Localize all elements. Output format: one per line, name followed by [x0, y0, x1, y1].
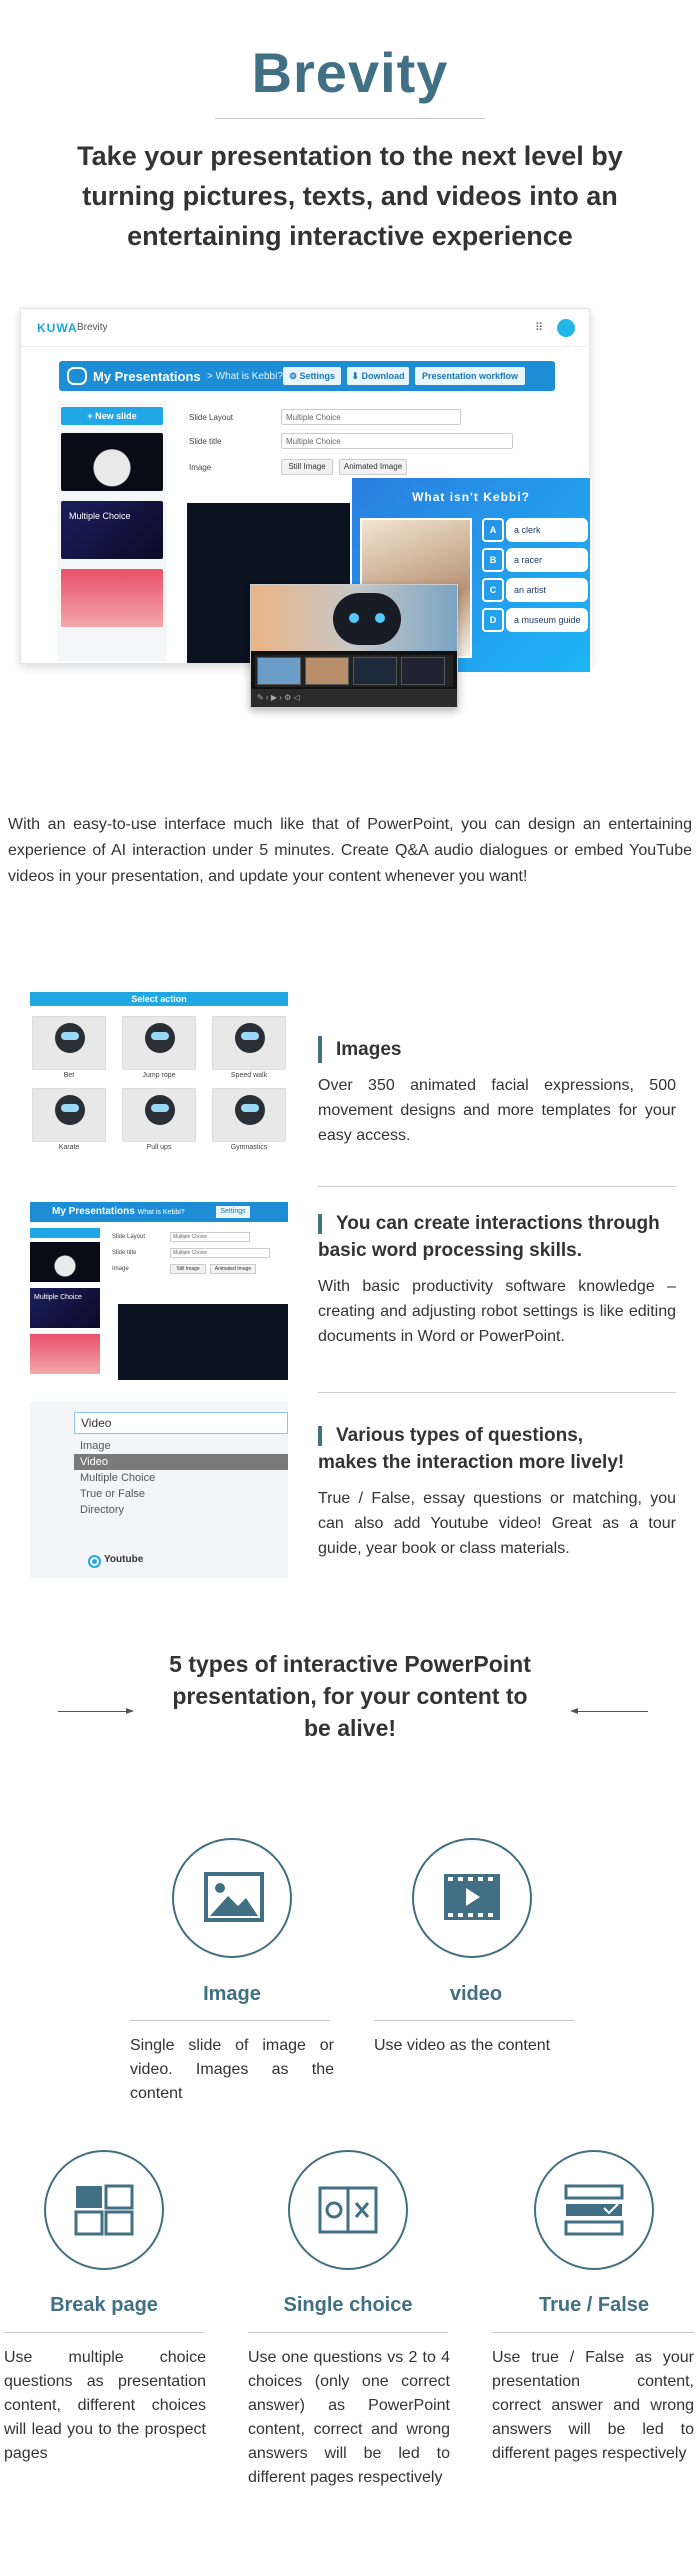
- new-slide-button[interactable]: + New slide: [61, 407, 163, 425]
- action-card[interactable]: [212, 1088, 286, 1142]
- feature-title: [318, 1210, 676, 1264]
- strip-thumb[interactable]: [305, 657, 349, 685]
- download-button[interactable]: ⬇ Download: [347, 367, 409, 385]
- action-caption: Jump rope: [142, 1072, 176, 1079]
- question-type-list: [74, 1438, 288, 1518]
- robot-eye: [349, 613, 359, 623]
- robot-logo-icon: [67, 367, 87, 385]
- types-title-line: presentation, for your content to: [172, 1683, 528, 1709]
- feature-title: Images: [318, 1036, 676, 1063]
- divider: [318, 1186, 676, 1187]
- slide-thumbnail[interactable]: [61, 501, 163, 559]
- feature-body: Over 350 animated facial expressions, 500 movement designs and more templates for your easy access.: [318, 1077, 676, 1144]
- question-type-screenshot: [30, 1402, 288, 1578]
- type-name: Image: [203, 1983, 261, 2005]
- player-controls[interactable]: ✎ ‹ ▶ › ⚙ ◁: [251, 689, 457, 707]
- title-decoration-arrow: [570, 1708, 578, 1714]
- true-false-icon: [536, 2152, 652, 2268]
- quiz-option[interactable]: a museum guide: [506, 608, 588, 632]
- true-false-type-circle: [534, 2150, 654, 2270]
- dropdown-option[interactable]: Multiple Choice: [80, 1472, 156, 1484]
- intro-paragraph: With an easy-to-use interface much like that of PowerPoint, you can design an entertaining experience of AI interaction under 5 minutes. Create Q&A audio dialogues or embed YouTube videos in your presentation, and update your content whenever you want!: [8, 816, 692, 885]
- slide-title-label: Slide title: [189, 437, 222, 446]
- quiz-option[interactable]: a clerk: [506, 518, 588, 542]
- dropdown-option[interactable]: True or False: [80, 1488, 146, 1500]
- type-description: Use one questions vs 2 to 4 choices (only one correct answer) as PowerPoint content, correct and wrong answers will be led to different pages respectively: [248, 2349, 450, 2486]
- feature-title: [318, 1422, 676, 1476]
- action-card[interactable]: [32, 1088, 106, 1142]
- slide-thumbnail[interactable]: [61, 569, 163, 627]
- brand-title: Brevity: [251, 41, 449, 104]
- feature-title-line: basic word processing skills.: [318, 1240, 582, 1261]
- strip-thumb[interactable]: [257, 657, 301, 685]
- title-divider: [215, 118, 485, 119]
- dropdown-option[interactable]: Image: [80, 1440, 111, 1452]
- animated-image-button[interactable]: Animated Image: [339, 459, 407, 475]
- option-letter: D: [482, 608, 504, 632]
- feature-body: With basic productivity software knowledge – creating and adjusting robot settings is like editing documents in Word or PowerPoint.: [318, 1278, 676, 1345]
- type-name: True / False: [538, 2294, 650, 2316]
- image-label: Image: [112, 1266, 129, 1272]
- animated-image-button[interactable]: Animated Image: [210, 1264, 256, 1274]
- type-description: Single slide of image or video. Images as the content: [130, 2037, 334, 2102]
- feature-images: [318, 1036, 676, 1148]
- action-card[interactable]: [32, 1016, 106, 1070]
- option-letter: C: [482, 578, 504, 602]
- video-player: [250, 584, 458, 708]
- action-caption: Bet: [63, 1072, 75, 1079]
- type-name: video: [449, 1983, 503, 2005]
- single-choice-type-circle: [288, 2150, 408, 2270]
- video-frame: [251, 585, 457, 651]
- new-slide-button[interactable]: [30, 1228, 100, 1238]
- divider: [374, 2020, 574, 2021]
- image-icon: [174, 1840, 290, 1956]
- editor-title: My Presentations What is Kebbi?: [52, 1206, 185, 1217]
- apps-grid-icon[interactable]: ⠿: [535, 322, 544, 334]
- question-type-dropdown[interactable]: Video: [74, 1412, 288, 1434]
- action-caption: Karate: [58, 1144, 80, 1151]
- dropdown-option-selected[interactable]: Video: [74, 1454, 288, 1470]
- strip-thumb[interactable]: [401, 657, 445, 685]
- workflow-label: Presentation workflow: [421, 371, 519, 381]
- type-name: Single choice: [283, 2294, 413, 2316]
- title-input[interactable]: Multiple Choice: [170, 1248, 270, 1258]
- slide-preview: [118, 1304, 288, 1380]
- break-page-icon: [46, 2152, 162, 2268]
- layout-label: Slide Layout: [112, 1234, 146, 1240]
- type-description: Use video as the content: [374, 2037, 551, 2054]
- quiz-option[interactable]: a racer: [506, 548, 588, 572]
- youtube-radio[interactable]: Youtube: [104, 1554, 144, 1565]
- download-label: Download: [361, 371, 405, 381]
- app-screenshot: [20, 308, 590, 702]
- feature-title-line: makes the interaction more lively!: [318, 1452, 625, 1473]
- break-page-type-circle: [44, 2150, 164, 2270]
- types-section-title: [140, 1648, 560, 1744]
- dropdown-option[interactable]: Directory: [80, 1504, 125, 1516]
- title-decoration-line: [578, 1711, 648, 1712]
- option-letter: A: [482, 518, 504, 542]
- app-name: Brevity: [77, 322, 108, 333]
- slide-layout-label: Slide Layout: [189, 413, 234, 422]
- image-label: Image: [189, 463, 212, 472]
- divider: [318, 1392, 676, 1393]
- feature-question-types: [318, 1422, 676, 1561]
- select-action-header: Select action: [30, 992, 288, 1006]
- option-letter: B: [482, 548, 504, 572]
- layout-select[interactable]: Multiple Choice: [170, 1232, 250, 1242]
- feature-word-processing: [318, 1210, 676, 1349]
- settings-button[interactable]: ⚙ Settings: [283, 367, 341, 385]
- divider: [248, 2332, 448, 2333]
- action-card[interactable]: [212, 1016, 286, 1070]
- feature-title-line: You can create interactions through: [336, 1213, 660, 1234]
- headline: Take your presentation to the next level by turning pictures, texts, and videos into an entertaining interactive experience: [77, 141, 623, 251]
- kuwa-logo: KUWA: [37, 321, 78, 335]
- settings-label: Settings: [299, 371, 336, 381]
- breadcrumb[interactable]: > What is Kebbi?: [207, 371, 283, 382]
- feature-body: True / False, essay questions or matching, you can also add Youtube video! Great as a tour guide, year book or class materials.: [318, 1490, 676, 1557]
- action-card[interactable]: [122, 1016, 196, 1070]
- divider: [4, 2332, 204, 2333]
- action-caption: Pull ups: [146, 1144, 172, 1151]
- editor-screenshot: [30, 1202, 288, 1380]
- slide-thumbnail[interactable]: [30, 1242, 100, 1282]
- title-decoration-arrow: [126, 1708, 134, 1714]
- types-title-line: be alive!: [303, 1715, 397, 1741]
- still-image-button[interactable]: Still Image: [281, 459, 333, 475]
- divider: [492, 2332, 694, 2333]
- select-action-screenshot: [30, 992, 288, 1152]
- image-type-circle: [172, 1838, 292, 1958]
- workflow-button[interactable]: [415, 367, 525, 385]
- quiz-title: What isn't Kebbi?: [412, 490, 530, 504]
- avatar[interactable]: [557, 319, 575, 337]
- robot-eye: [375, 613, 385, 623]
- slide-thumbnail[interactable]: Multiple Choice: [30, 1288, 100, 1328]
- title-decoration-line: [58, 1711, 128, 1712]
- slide-layout-select[interactable]: Multiple Choice: [281, 409, 461, 425]
- type-description: Use multiple choice questions as presentation content, different choices will lead you to the prospect pages: [4, 2349, 206, 2462]
- type-name: Break page: [50, 2294, 158, 2316]
- still-image-button[interactable]: Still Image: [170, 1264, 206, 1274]
- action-caption: Speed walk: [230, 1072, 268, 1079]
- editor-bar: [30, 1202, 288, 1222]
- types-title-line: 5 types of interactive PowerPoint: [169, 1651, 531, 1677]
- action-caption: Gymnastics: [230, 1144, 268, 1151]
- slide-thumbnail[interactable]: [30, 1334, 100, 1374]
- slides-sidebar: [57, 401, 167, 661]
- presentations-bar: [59, 361, 555, 391]
- slide-thumbnail[interactable]: [61, 433, 163, 491]
- video-type-circle: [412, 1838, 532, 1958]
- strip-thumb[interactable]: [353, 657, 397, 685]
- page-title: My Presentations: [93, 369, 201, 384]
- video-icon: [414, 1840, 530, 1956]
- divider: [130, 2020, 330, 2021]
- type-description: Use true / False as your presentation content, correct answer and wrong answers will be led to different pages respectively: [492, 2349, 694, 2462]
- settings-button[interactable]: Settings: [216, 1206, 250, 1218]
- slide-title-input[interactable]: Multiple Choice: [281, 433, 513, 449]
- action-card[interactable]: [122, 1088, 196, 1142]
- app-topbar: [21, 309, 591, 347]
- single-choice-icon: [290, 2152, 406, 2268]
- feature-title-line: Various types of questions,: [336, 1425, 584, 1446]
- title-label: Slide title: [112, 1250, 137, 1256]
- robot-image: [333, 593, 401, 645]
- thumbnail-label: Multiple Choice: [69, 511, 131, 521]
- quiz-option[interactable]: an artist: [506, 578, 588, 602]
- thumbnail-strip: [255, 655, 453, 687]
